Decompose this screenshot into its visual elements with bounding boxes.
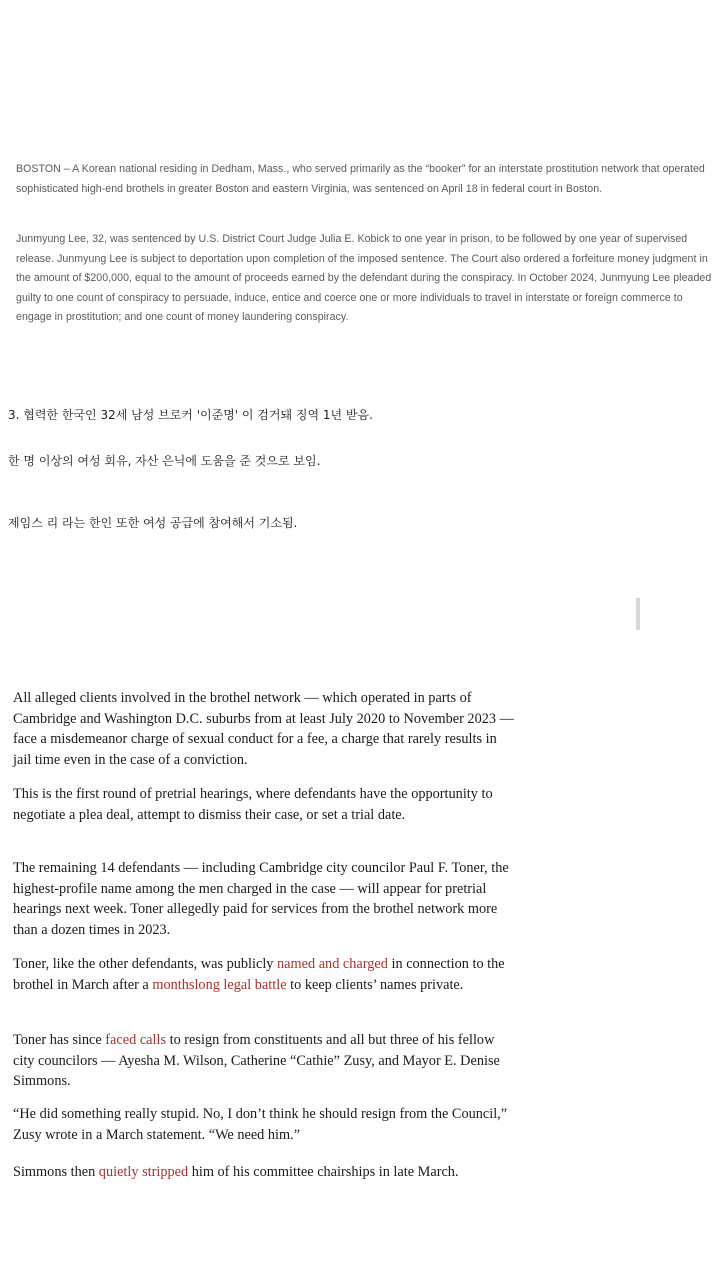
article-paragraph-7 xyxy=(13,1162,518,1183)
press-release-paragraph-1: BOSTON – A Korean national residing in Dedham, Mass., who served primarily as the “booker” for an interstate prostitution network that operated sophisticated high-end brothels in greater Boston and eastern Virginia, was sentenced on April 18 in federal court in Boston. xyxy=(16,163,705,195)
article-paragraph-2: This is the first round of pretrial hearings, where defendants have the opportunity to negotiate a plea deal, attempt to dismiss their case, or set a trial date. xyxy=(13,786,493,823)
news-article-screenshot xyxy=(0,640,640,1280)
article-p4-text-a: Toner, like the other defendants, was publicly xyxy=(13,956,278,972)
scroll-marker xyxy=(636,598,640,630)
quietly-stripped-link[interactable]: quietly stripped xyxy=(98,1164,189,1180)
named-and-charged-link[interactable]: named and charged xyxy=(277,956,388,972)
press-release-paragraph-2: Junmyung Lee, 32, was sentenced by U.S. District Court Judge Julia E. Kobick to one year in prison, to be followed by one year of supervised release. Junmyung Lee is subject to deportation upon completion of the imposed sentence. The Court also ordered a forfeiture money judgment in the amount of $200,000, equal to the amount of proceeds earned by the defendant during the conspiracy. In October 2024, Junmyung Lee pleaded guilty to one count of conspiracy to persuade, induce, entice and coerce one or more individuals to travel in interstate or foreign commerce to engage in prostitution; and one count of money laundering conspiracy. xyxy=(16,233,712,323)
article-p4-text-b: in connection to the brothel in March after a xyxy=(13,956,505,993)
article-paragraph-5 xyxy=(13,1030,518,1092)
korean-comment-line-3: 제임스 리 라는 한인 또한 여성 공급에 참여해서 기소됨. xyxy=(8,516,298,530)
korean-commentary xyxy=(0,350,640,600)
article-paragraph-4 xyxy=(13,954,518,995)
korean-comment-line-2: 한 명 이상의 여성 회유, 자산 은닉에 도움을 준 것으로 보임. xyxy=(8,454,321,468)
monthslong-legal-battle-link[interactable]: monthslong legal battle xyxy=(152,976,287,993)
article-p5-text-a: Toner has since xyxy=(13,1032,106,1048)
korean-comment-line-1: 3. 협력한 한국인 32세 남성 브로커 '이준명' 이 검거돼 징역 1년 받음. xyxy=(8,408,373,422)
article-p5-text-b: to resign from constituents and all but three of his fellow city councilors — Ayesha M. Wilson, Catherine “Cathie” Zusy, and Mayor E. Denise Simmons. xyxy=(13,1032,500,1089)
article-paragraph-6-quote: “He did something really stupid. No, I don’t think he should resign from the Council,” Zusy wrote in a March statement. “We need him.” xyxy=(13,1106,508,1143)
article-p7-text-a: Simmons then xyxy=(13,1164,99,1180)
article-p4-text-c: to keep clients’ names private. xyxy=(286,976,464,993)
faced-calls-link[interactable]: faced calls xyxy=(105,1032,167,1048)
article-p7-text-b: him of his committee chairships in late March. xyxy=(188,1164,459,1180)
article-paragraph-1: All alleged clients involved in the brothel network — which operated in parts of Cambridge and Washington D.C. suburbs from at least July 2020 to November 2023 — face a misdemeanor charge of sexual conduct for a fee, a charge that rarely results in jail time even in the case of a conviction. xyxy=(13,690,514,768)
press-release-screenshot xyxy=(0,0,712,350)
article-paragraph-3: The remaining 14 defendants — including Cambridge city councilor Paul F. Toner, the highest-profile name among the men charged in the case — will appear for pretrial hearings next week. Toner allegedly paid for services from the brothel network more than a dozen times in 2023. xyxy=(13,860,509,938)
